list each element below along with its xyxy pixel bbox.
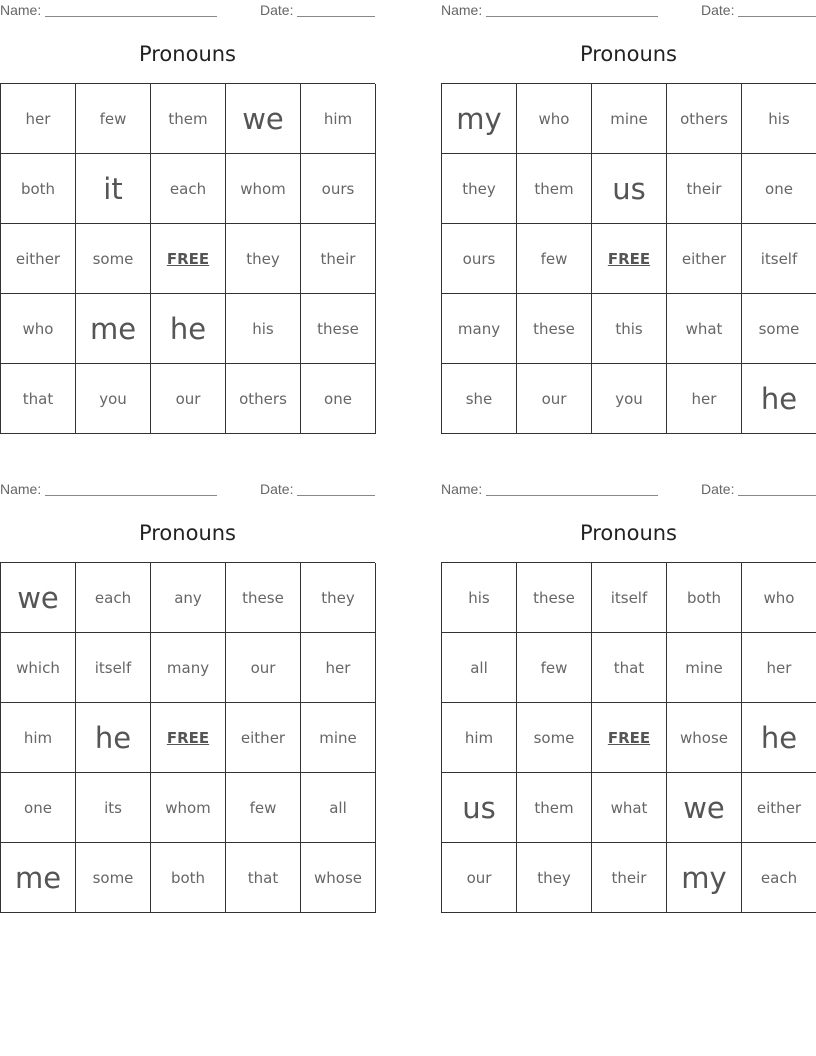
bingo-cell[interactable]: they xyxy=(301,563,376,633)
bingo-cell[interactable]: they xyxy=(517,843,592,913)
bingo-cell[interactable]: itself xyxy=(592,563,667,633)
date-blank-line[interactable] xyxy=(738,495,816,496)
bingo-cell[interactable]: he xyxy=(742,364,816,434)
bingo-cell[interactable]: mine xyxy=(592,84,667,154)
bingo-cell[interactable]: itself xyxy=(742,224,816,294)
bingo-cell[interactable]: either xyxy=(667,224,742,294)
bingo-cell[interactable]: mine xyxy=(667,633,742,703)
bingo-cell[interactable]: some xyxy=(742,294,816,364)
bingo-card xyxy=(0,479,375,913)
bingo-cell[interactable]: many xyxy=(442,294,517,364)
bingo-cell[interactable]: you xyxy=(592,364,667,434)
free-space-cell[interactable]: FREE xyxy=(151,703,226,773)
name-label: Name: xyxy=(0,481,42,497)
bingo-cell[interactable]: them xyxy=(151,84,226,154)
bingo-cell[interactable]: our xyxy=(226,633,301,703)
bingo-cell[interactable]: whom xyxy=(151,773,226,843)
bingo-cell[interactable]: her xyxy=(667,364,742,434)
bingo-cell[interactable]: she xyxy=(442,364,517,434)
bingo-cell[interactable]: them xyxy=(517,773,592,843)
bingo-cell[interactable]: all xyxy=(301,773,376,843)
bingo-cell[interactable]: others xyxy=(226,364,301,434)
bingo-cell[interactable]: our xyxy=(442,843,517,913)
bingo-cell[interactable]: each xyxy=(742,843,816,913)
card-title: Pronouns xyxy=(138,42,237,66)
free-space-cell[interactable]: FREE xyxy=(592,224,667,294)
bingo-cell[interactable]: both xyxy=(151,843,226,913)
bingo-cell[interactable]: me xyxy=(1,843,76,913)
bingo-cell[interactable]: his xyxy=(742,84,816,154)
name-label: Name: xyxy=(441,481,483,497)
card-header xyxy=(0,481,375,499)
bingo-cell[interactable]: few xyxy=(226,773,301,843)
bingo-grid xyxy=(0,83,375,434)
bingo-cell[interactable]: us xyxy=(592,154,667,224)
bingo-cell[interactable]: we xyxy=(667,773,742,843)
bingo-cell[interactable]: our xyxy=(517,364,592,434)
bingo-card xyxy=(0,0,375,434)
bingo-cell[interactable]: he xyxy=(742,703,816,773)
bingo-cell[interactable]: their xyxy=(667,154,742,224)
name-label: Name: xyxy=(441,2,483,18)
bingo-cell[interactable]: some xyxy=(76,224,151,294)
bingo-cell[interactable]: either xyxy=(226,703,301,773)
bingo-cell[interactable]: that xyxy=(226,843,301,913)
card-title: Pronouns xyxy=(579,521,678,545)
card-title: Pronouns xyxy=(138,521,237,545)
bingo-cell[interactable]: whose xyxy=(667,703,742,773)
bingo-cell[interactable]: some xyxy=(76,843,151,913)
bingo-cell[interactable]: whom xyxy=(226,154,301,224)
bingo-cell[interactable]: he xyxy=(76,703,151,773)
date-label: Date: xyxy=(260,2,294,18)
bingo-cell[interactable]: we xyxy=(1,563,76,633)
bingo-grid xyxy=(0,562,375,913)
bingo-cell[interactable]: her xyxy=(301,633,376,703)
bingo-cell[interactable]: both xyxy=(667,563,742,633)
bingo-cell[interactable]: what xyxy=(592,773,667,843)
bingo-cell[interactable]: ours xyxy=(442,224,517,294)
bingo-cell[interactable]: it xyxy=(76,154,151,224)
date-blank-line[interactable] xyxy=(297,495,375,496)
bingo-grid xyxy=(441,83,816,434)
bingo-cell[interactable]: some xyxy=(517,703,592,773)
bingo-cell[interactable]: who xyxy=(517,84,592,154)
bingo-cell[interactable]: both xyxy=(1,154,76,224)
bingo-card xyxy=(441,0,816,434)
bingo-cell[interactable]: him xyxy=(1,703,76,773)
bingo-cell[interactable]: us xyxy=(442,773,517,843)
free-space-cell[interactable]: FREE xyxy=(592,703,667,773)
bingo-cell[interactable]: these xyxy=(301,294,376,364)
bingo-cell[interactable]: few xyxy=(517,633,592,703)
bingo-cell[interactable]: few xyxy=(517,224,592,294)
bingo-cell[interactable]: each xyxy=(76,563,151,633)
bingo-grid xyxy=(441,562,816,913)
bingo-cell[interactable]: one xyxy=(742,154,816,224)
bingo-cell[interactable]: him xyxy=(442,703,517,773)
date-blank-line[interactable] xyxy=(738,16,816,17)
bingo-cell[interactable]: many xyxy=(151,633,226,703)
bingo-cell[interactable]: its xyxy=(76,773,151,843)
name-blank-line[interactable] xyxy=(45,16,217,17)
bingo-cell[interactable]: each xyxy=(151,154,226,224)
bingo-cell[interactable]: these xyxy=(517,294,592,364)
bingo-cell[interactable]: this xyxy=(592,294,667,364)
bingo-cell[interactable]: his xyxy=(226,294,301,364)
free-space-cell[interactable]: FREE xyxy=(151,224,226,294)
bingo-cell[interactable]: what xyxy=(667,294,742,364)
bingo-card xyxy=(441,479,816,913)
bingo-cell[interactable]: others xyxy=(667,84,742,154)
bingo-cell[interactable]: that xyxy=(1,364,76,434)
date-label: Date: xyxy=(701,2,735,18)
bingo-cell[interactable]: they xyxy=(226,224,301,294)
bingo-cell[interactable]: few xyxy=(76,84,151,154)
name-blank-line[interactable] xyxy=(45,495,217,496)
date-label: Date: xyxy=(701,481,735,497)
bingo-cell[interactable]: whose xyxy=(301,843,376,913)
card-title: Pronouns xyxy=(579,42,678,66)
bingo-cell[interactable]: ours xyxy=(301,154,376,224)
bingo-cell[interactable]: itself xyxy=(76,633,151,703)
bingo-cell[interactable]: one xyxy=(1,773,76,843)
card-header xyxy=(441,2,816,20)
bingo-cell[interactable]: these xyxy=(226,563,301,633)
bingo-cell[interactable]: him xyxy=(301,84,376,154)
bingo-cell[interactable]: who xyxy=(742,563,816,633)
bingo-cell[interactable]: either xyxy=(1,224,76,294)
bingo-cell[interactable]: any xyxy=(151,563,226,633)
bingo-cell[interactable]: you xyxy=(76,364,151,434)
bingo-cell[interactable]: their xyxy=(301,224,376,294)
bingo-cell[interactable]: their xyxy=(592,843,667,913)
bingo-cell[interactable]: he xyxy=(151,294,226,364)
bingo-cell[interactable]: they xyxy=(442,154,517,224)
bingo-cell[interactable]: we xyxy=(226,84,301,154)
bingo-cell[interactable]: one xyxy=(301,364,376,434)
name-blank-line[interactable] xyxy=(486,16,658,17)
bingo-cell[interactable]: these xyxy=(517,563,592,633)
bingo-cell[interactable]: her xyxy=(1,84,76,154)
card-header xyxy=(0,2,375,20)
bingo-cell[interactable]: who xyxy=(1,294,76,364)
bingo-cell[interactable]: our xyxy=(151,364,226,434)
bingo-cell[interactable]: all xyxy=(442,633,517,703)
bingo-cell[interactable]: which xyxy=(1,633,76,703)
bingo-cell[interactable]: my xyxy=(442,84,517,154)
name-blank-line[interactable] xyxy=(486,495,658,496)
bingo-cell[interactable]: my xyxy=(667,843,742,913)
bingo-cell[interactable]: that xyxy=(592,633,667,703)
name-label: Name: xyxy=(0,2,42,18)
bingo-cell[interactable]: either xyxy=(742,773,816,843)
bingo-cell[interactable]: his xyxy=(442,563,517,633)
bingo-cell[interactable]: me xyxy=(76,294,151,364)
card-header xyxy=(441,481,816,499)
bingo-cell[interactable]: them xyxy=(517,154,592,224)
date-label: Date: xyxy=(260,481,294,497)
bingo-cell[interactable]: mine xyxy=(301,703,376,773)
bingo-cell[interactable]: her xyxy=(742,633,816,703)
date-blank-line[interactable] xyxy=(297,16,375,17)
